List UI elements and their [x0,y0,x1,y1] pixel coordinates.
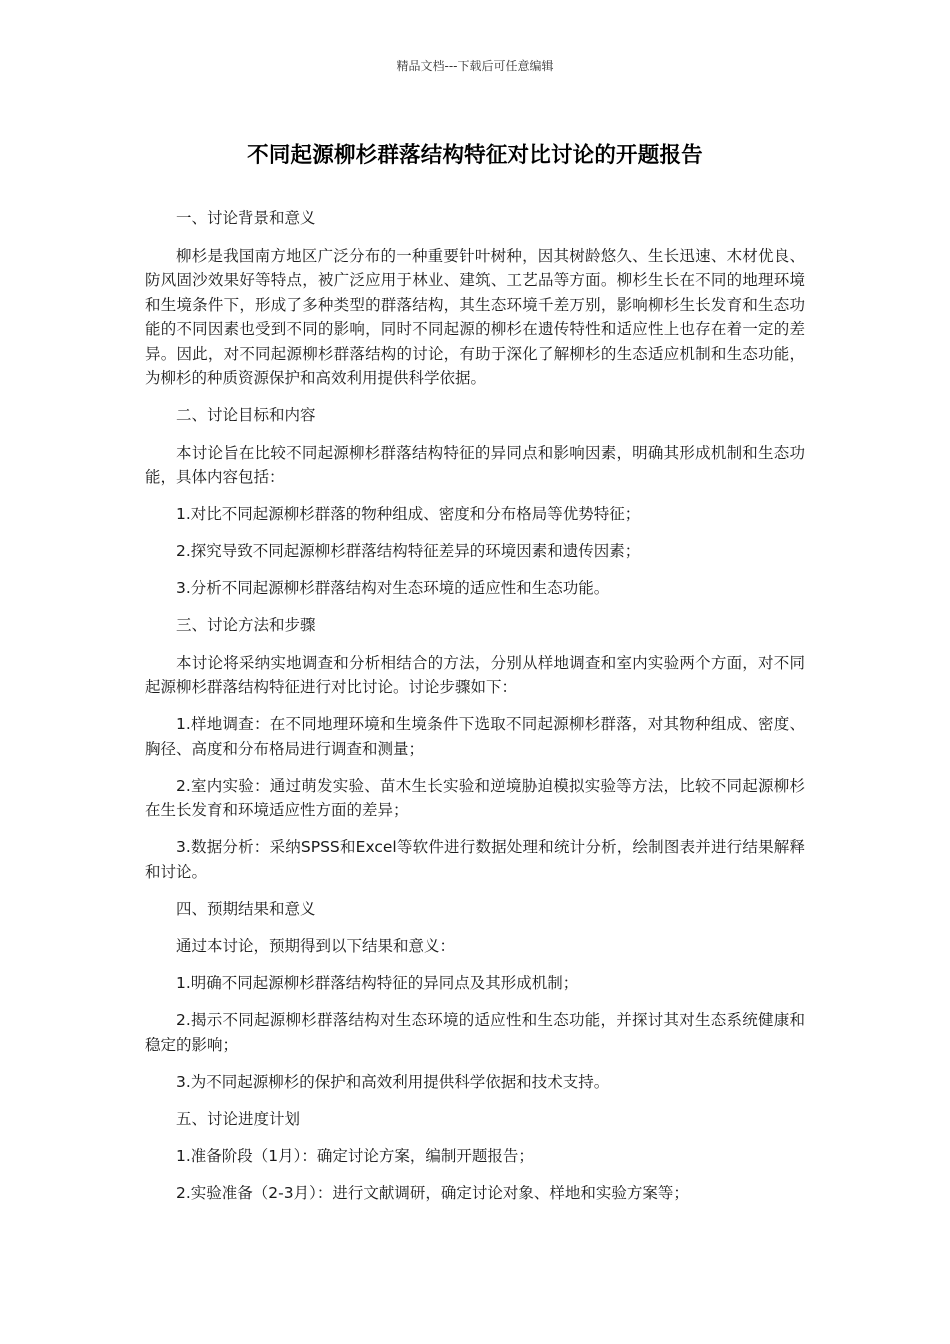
list-item: 2.揭示不同起源柳杉群落结构对生态环境的适应性和生态功能，并探讨其对生态系统健康和稳定的影响； [145,1011,805,1054]
list-item: 3.数据分析：采纳SPSS和Excel等软件进行数据处理和统计分析，绘制图表并进行结果解释和讨论。 [145,838,805,881]
list-item: 2.实验准备（2-3月）：进行文献调研，确定讨论对象、样地和实验方案等； [176,1184,689,1202]
section-heading: 一、讨论背景和意义 [176,209,316,227]
paragraph: 本讨论旨在比较不同起源柳杉群落结构特征的异同点和影响因素，明确其形成机制和生态功能，具体内容包括： [145,443,805,486]
list-item: 1.对比不同起源柳杉群落的物种组成、密度和分布格局等优势特征； [176,505,641,523]
paragraph: 通过本讨论，预期得到以下结果和意义： [176,937,456,955]
list-item: 1.明确不同起源柳杉群落结构特征的异同点及其形成机制； [176,974,579,992]
document-title: 不同起源柳杉群落结构特征对比讨论的开题报告 [247,143,703,168]
list-item: 2.探究导致不同起源柳杉群落结构特征差异的环境因素和遗传因素； [176,542,641,560]
paragraph: 本讨论将采纳实地调查和分析相结合的方法，分别从样地调查和室内实验两个方面，对不同起源柳杉群落结构特征进行对比讨论。讨论步骤如下： [145,653,805,696]
section-heading: 四、预期结果和意义 [176,899,316,918]
list-item: 1.准备阶段（1月）：确定讨论方案，编制开题报告； [176,1147,534,1165]
list-item: 2.室内实验：通过萌发实验、苗木生长实验和逆境胁迫模拟实验等方法，比较不同起源柳杉在生长发育和环境适应性方面的差异； [145,776,805,819]
list-item: 3.为不同起源柳杉的保护和高效利用提供科学依据和技术支持。 [176,1072,610,1091]
section-heading: 二、讨论目标和内容 [176,406,316,424]
list-item: 3.分析不同起源柳杉群落结构对生态环境的适应性和生态功能。 [176,579,610,597]
section-heading: 五、讨论进度计划 [176,1109,301,1128]
section-heading: 三、讨论方法和步骤 [176,616,316,634]
list-item: 1.样地调查：在不同地理环境和生境条件下选取不同起源柳杉群落，对其物种组成、密度、胸径、高度和分布格局进行调查和测量； [145,715,805,758]
document-body [145,206,805,1218]
paragraph: 柳杉是我国南方地区广泛分布的一种重要针叶树种，因其树龄悠久、生长迅速、木材优良、防风固沙效果好等特点，被广泛应用于林业、建筑、工艺品等方面。柳杉生长在不同的地理环境和生境条件下，形成了多种类型的群落结构，其生态环境千差万别，影响柳杉生长发育和生态功能的不同因素也受到不同的影响，同时不同起源的柳杉在遗传特性和适应性上也存在着一定的差异。因此，对不同起源柳杉群落结构的讨论，有助于深化了解柳杉的生态适应机制和生态功能，为柳杉的种质资源保护和高效利用提供科学依据。 [145,246,805,387]
header-note: 精品文档---下载后可任意编辑 [396,59,554,73]
